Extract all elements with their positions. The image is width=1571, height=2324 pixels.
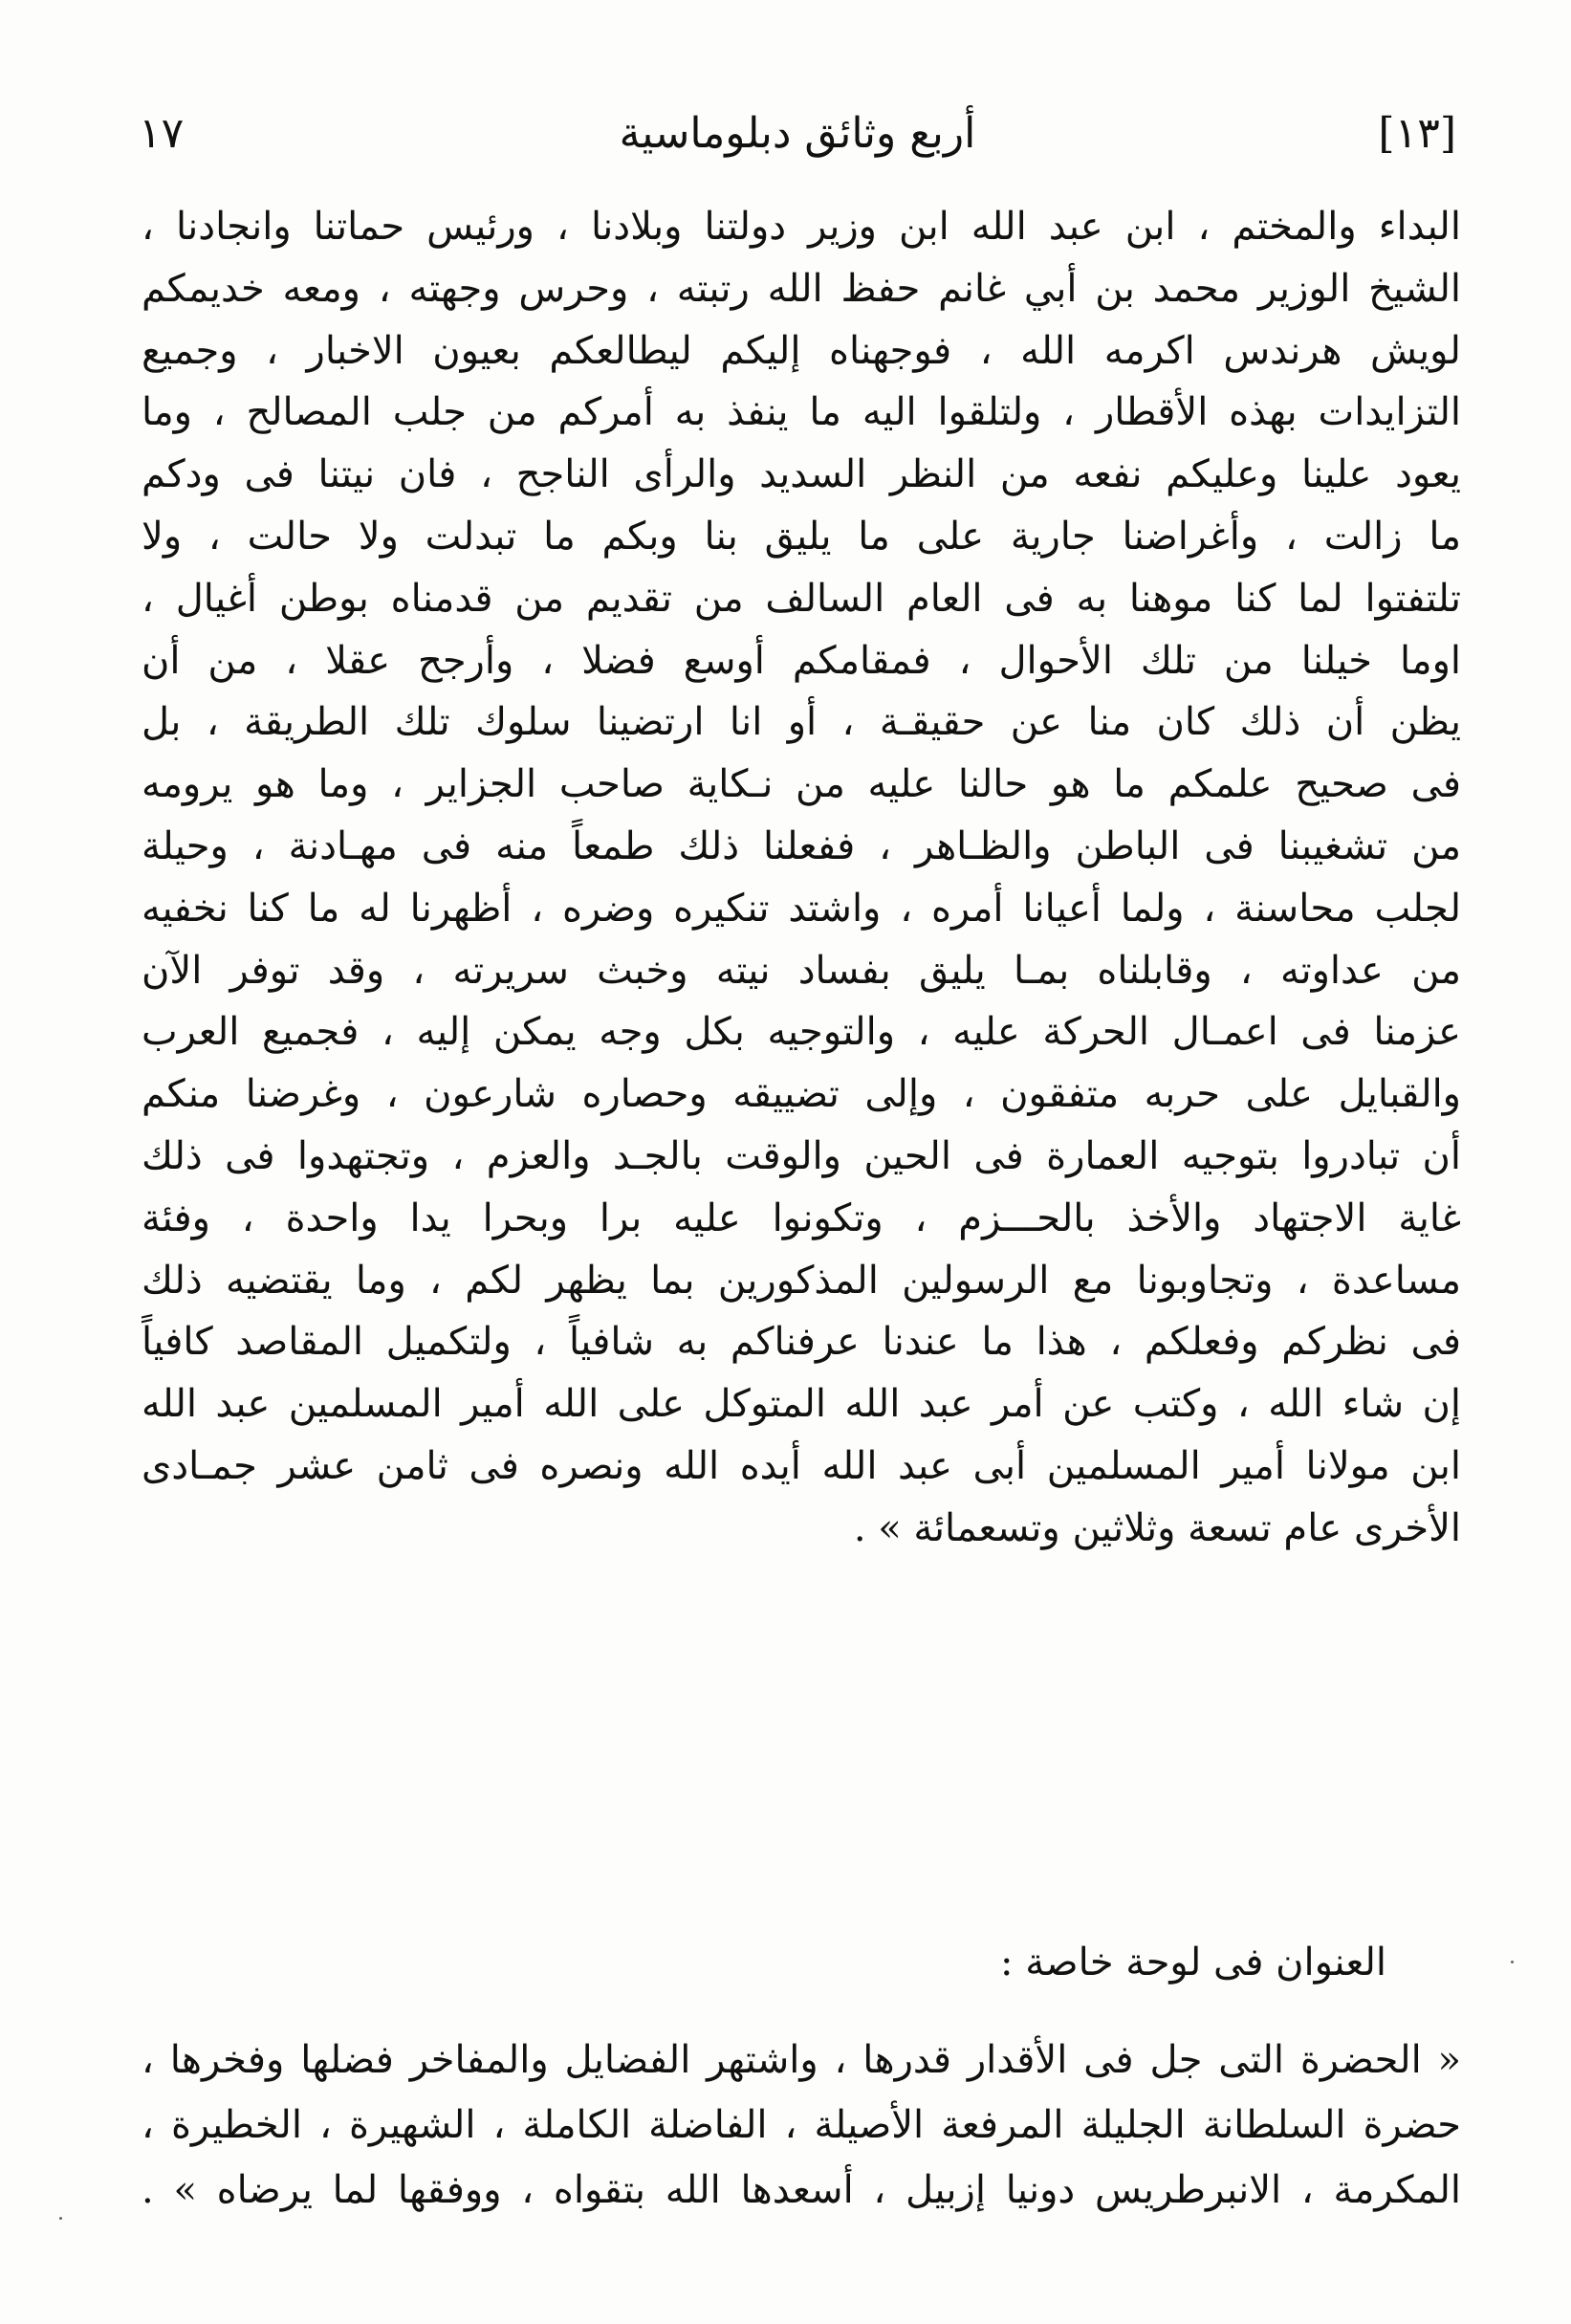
document-number: [١٣] (1378, 109, 1456, 158)
body-line: فى نظركم وفعلكم ، هذا ما عندنا عرفناكم به شافياً ، ولتكميل المقاصد كافياً (142, 1320, 1461, 1365)
body-line-last: الأخرى عام تسعة وثلاثين وتسعمائة » . (853, 1505, 1461, 1550)
running-title: أربع وثائق دبلوماسية (619, 109, 976, 158)
address-line: المكرمة ، الانبرطريس دونيا إزبيل ، أسعدها الله بتقواه ، ووفقها لما يرضاه » . (142, 2168, 1461, 2212)
body-line: عزمنا فى اعمـال الحركة عليه ، والتوجيه بكل وجه يمكن إليه ، فجميع العرب (142, 1010, 1461, 1055)
body-line: مساعدة ، وتجاوبونا مع الرسولين المذكورين بما يظهر لكم ، وما يقتضيه ذلك (142, 1258, 1461, 1303)
body-line: إن شاء الله ، وكتب عن أمر عبد الله المتوكل على الله أمير المسلمين عبد الله (142, 1382, 1461, 1427)
body-line: اوما خيلنا من تلك الأحوال ، فمقامكم أوسع فضلا ، وأرجح عقلا ، من أن (142, 638, 1461, 683)
address-quote (142, 2028, 1461, 2223)
body-line: ما زالت ، وأغراضنا جارية على ما يليق بنا وبكم ما تبدلت ولا حالت ، ولا (142, 514, 1461, 559)
letter-body (142, 196, 1461, 1560)
body-line: ابن مولانا أمير المسلمين أبى عبد الله أيده الله ونصره فى ثامن عشر جمـادى (142, 1443, 1461, 1488)
address-line: حضرة السلطانة الجليلة المرفعة الأصيلة ، الفاضلة الكاملة ، الشهيرة ، الخطيرة ، (142, 2103, 1461, 2147)
body-line: الشيخ الوزير محمد بن أبي غانم حفظ الله رتبته ، وحرس وجهته ، ومعه خديمكم (142, 266, 1461, 311)
body-line: يظن أن ذلك كان منا عن حقيقـة ، أو انا ارتضينا سلوك تلك الطريقة ، بل (142, 700, 1461, 745)
paper-speck (59, 2217, 62, 2220)
body-line: التزايدات بهذه الأقطار ، ولتلقوا اليه ما ينفذ به أمركم من جلب المصالح ، وما (142, 390, 1461, 435)
body-line: غاية الاجتهاد والأخذ بالحـــزم ، وتكونوا عليه برا وبحرا يدا واحدة ، وفئة (142, 1195, 1461, 1240)
running-header (139, 100, 1456, 167)
address-line: « الحضرة التى جل فى الأقدار قدرها ، واشتهر الفضايل والمفاخر فضلها وفخرها ، (142, 2038, 1461, 2082)
body-line: يعود علينا وعليكم نفعه من النظر السديد والرأى الناجح ، فان نيتنا فى ودكم (142, 452, 1461, 497)
body-line: تلتفتوا لما كنا موهنا به فى العام السالف من تقديم من قدمناه بوطن أغيال ، (142, 576, 1461, 621)
body-line: من تشغيبنا فى الباطن والظـاهر ، ففعلنا ذلك طمعاً منه فى مهـادنة ، وحيلة (142, 823, 1461, 868)
page-number: ١٧ (139, 109, 185, 158)
body-line: من عداوته ، وقابلناه بمـا يليق بفساد نيته وخبث سريرته ، وقد توفر الآن (142, 948, 1461, 993)
paper-speck (1511, 1961, 1514, 1963)
body-line: أن تبادروا بتوجيه العمارة فى الحين والوقت بالجـد والعزم ، وتجتهدوا فى ذلك (142, 1133, 1461, 1178)
body-line: لجلب محاسنة ، ولما أعيانا أمره ، واشتد تنكيره وضره ، أظهرنا له ما كنا نخفيه (142, 886, 1461, 931)
body-line: والقبايل على حربه متفقون ، وإلى تضييقه وحصاره شارعون ، وغرضنا منكم (142, 1072, 1461, 1117)
address-heading: العنوان فى لوحة خاصة : (1000, 1940, 1386, 1984)
body-line: البداء والمختم ، ابن عبد الله ابن وزير دولتنا وبلادنا ، ورئيس حماتنا وانجادنا ، (142, 205, 1461, 249)
body-line: لويش هرندس اكرمه الله ، فوجهناه إليكم ليطالعكم بعيون الاخبار ، وجميع (142, 328, 1461, 373)
body-line: فى صحيح علمكم ما هو حالنا عليه من نـكاية صاحب الجزاير ، وما هو يرومه (142, 762, 1461, 807)
